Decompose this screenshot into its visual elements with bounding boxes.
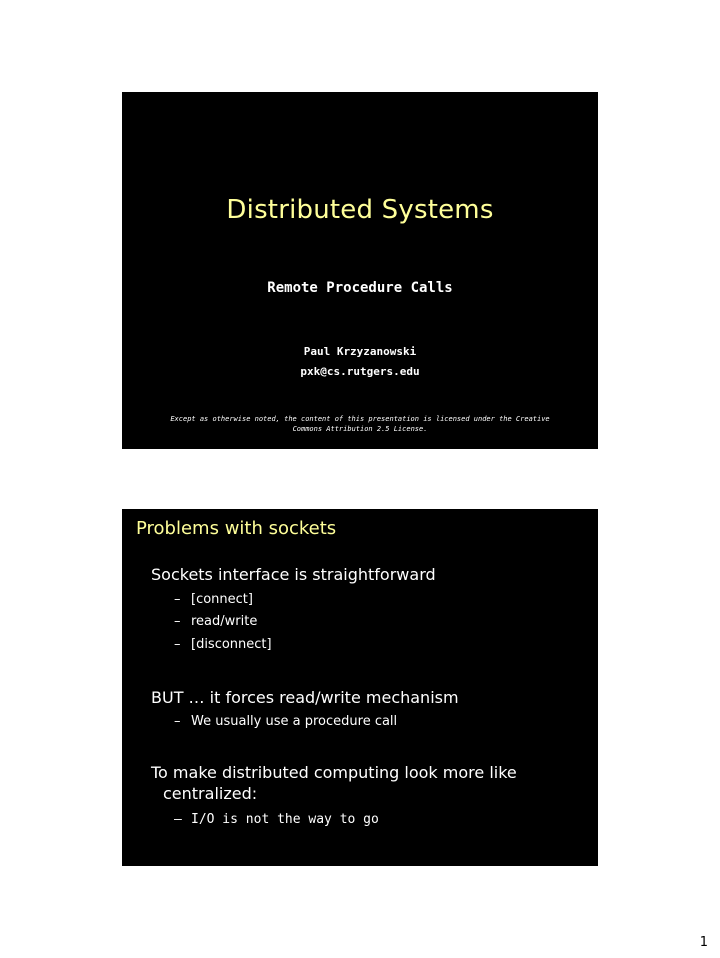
slide-subtitle: Remote Procedure Calls [267,280,453,296]
slide-title: Distributed Systems [226,195,494,225]
page-number: 1 [699,935,708,950]
sub-bullet-text: read/write [191,614,258,629]
sub-bullet-item [174,591,253,609]
bullet-item: Sockets interface is straightforward [151,565,436,584]
slide-title: Problems with sockets [136,518,337,539]
sub-bullet-text: [connect] [191,592,253,607]
author-name: Paul Krzyzanowski [303,345,417,358]
dash-marker: – [174,812,182,827]
sub-bullet-text: I/O is not the way to go [191,812,379,827]
dash-marker: – [174,592,181,607]
sub-bullet-item [174,636,272,654]
license-notice: Except as otherwise noted, the content of this presentation is licensed under the Creative Commons Attribution 2.5 License. [170,415,550,433]
dash-marker: – [174,714,181,729]
bullet-item: BUT … it forces read/write mechanism [151,688,459,707]
dash-marker: – [174,637,181,652]
bullet-item: To make distributed computing look more like centralized: [151,763,517,803]
author-block [122,342,598,382]
sub-bullet-item [174,811,379,829]
sub-bullet-text: [disconnect] [191,637,272,652]
dash-marker: – [174,614,181,629]
author-email: pxk@cs.rutgers.edu [300,365,420,378]
sub-bullet-text: We usually use a procedure call [191,714,398,729]
title-slide [122,92,598,449]
sub-bullet-item [174,613,257,631]
sub-bullet-item [174,713,397,731]
content-slide [122,509,598,866]
